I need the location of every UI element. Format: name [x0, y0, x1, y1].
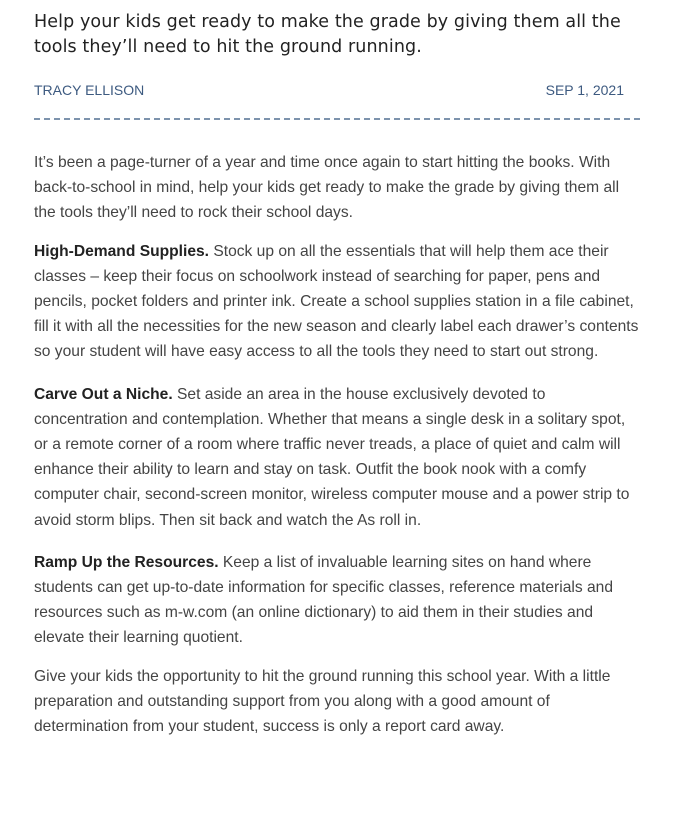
article-meta — [34, 82, 640, 102]
section-heading: Ramp Up the Resources. — [34, 553, 219, 571]
section-paragraph-supplies — [34, 239, 640, 365]
section-text: Stock up on all the essentials that will help them ace their classes – keep their focus on schoolwork instead of searching for paper, pens and pencils, pocket folders and printer ink. Create a school supplies station in a file cabinet, fill it with all the necessities for the new season and clearly label each drawer’s contents so your student will have easy access to all the tools they need to start out strong. — [34, 242, 639, 361]
publish-date: SEP 1, 2021 — [545, 82, 624, 98]
closing-paragraph: Give your kids the opportunity to hit the ground running this school year. With a little preparation and outstanding support from you along with a good amount of determination from your student, success is only a report card away. — [34, 667, 611, 736]
section-text: Keep a list of invaluable learning sites on hand where students can get up-to-date information for specific classes, reference materials and resources such as m-w.com (an online dictionary) to aid them in their studies and elevate their learning quotient. — [34, 553, 613, 647]
article-headline: Help your kids get ready to make the grade by giving them all the tools they’ll need to hit the ground running. — [34, 12, 621, 57]
dashed-divider — [34, 118, 640, 120]
section-paragraph-niche — [34, 382, 640, 533]
section-text: Set aside an area in the house exclusively devoted to concentration and contemplation. Whether that means a single desk in a solitary spot, or a remote corner of a room where traffic never treads, a place of quiet and calm will enhance their ability to learn and stay on task. Outfit the book nook with a comfy computer chair, second-screen monitor, wireless computer mouse and a power strip to avoid storm blips. Then sit back and watch the As roll in. — [34, 385, 630, 529]
intro-paragraph: It’s been a page-turner of a year and time once again to start hitting the books. With back-to-school in mind, help your kids get ready to make the grade by giving them all the tools they’ll need to rock their school days. — [34, 154, 620, 222]
author-name: TRACY ELLISON — [34, 82, 145, 98]
article — [34, 0, 640, 752]
section-heading: High-Demand Supplies. — [34, 242, 210, 260]
article-body — [34, 150, 640, 739]
section-heading: Carve Out a Niche. — [34, 385, 173, 403]
section-paragraph-resources — [34, 550, 640, 651]
